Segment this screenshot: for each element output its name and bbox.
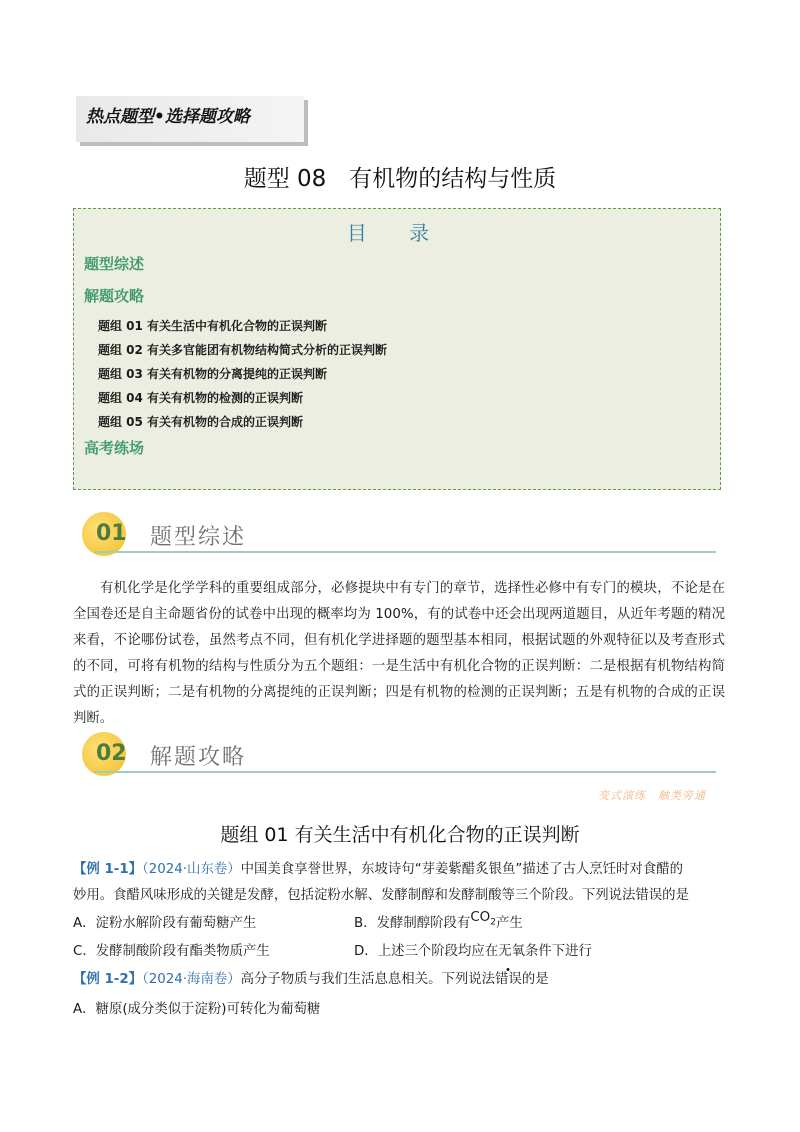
section-title-overview: 题型综述 — [150, 525, 247, 550]
toc-title: 目 录 — [346, 221, 448, 245]
emphasis-word: 错误 — [495, 972, 522, 987]
toc-item-group-03[interactable]: 题组 03 有关有机物的分离提纯的正误判断 — [98, 367, 328, 381]
option-a[interactable]: A．淀粉水解阶段有葡萄糖产生 — [73, 916, 257, 931]
option-a[interactable]: A．糖原(成分类似于淀粉)可转化为葡萄糖 — [73, 1002, 321, 1017]
section-slogan: 变式演练 触类旁通 — [598, 789, 706, 802]
toc-item-group-05[interactable]: 题组 05 有关有机物的合成的正误判断 — [98, 415, 304, 429]
toc-item-group-04[interactable]: 题组 04 有关有机物的检测的正误判断 — [98, 391, 304, 405]
co2-formula-base: CO — [470, 910, 491, 925]
section-number: 01 — [96, 521, 127, 546]
example-source: （2024·海南卷） — [142, 972, 241, 987]
section-title-strategy: 解题攻略 — [150, 745, 247, 770]
section-divider — [94, 551, 716, 553]
header-banner — [76, 96, 304, 142]
example-1-1-line-2: 妙用。食醋风味形成的关键是发酵，包括淀粉水解、发酵制醇和发酵制酸等三个阶段。下列说法错误的是 — [73, 888, 689, 903]
toc-link-overview[interactable]: 题型综述 — [84, 255, 145, 273]
example-tag: 【例 1-1】 — [73, 862, 143, 877]
example-1-1-line-1 — [73, 858, 683, 877]
section-badge-02 — [82, 732, 142, 776]
section-divider — [94, 771, 716, 773]
document-title: 题型 08 有机物的结构与性质 — [243, 166, 557, 192]
example-tag: 【例 1-2】 — [73, 972, 143, 987]
example-text: 高分子物质与我们生活息息相关。下列说法 — [240, 972, 496, 987]
example-text-end: 的是 — [521, 972, 549, 987]
toc-item-group-01[interactable]: 题组 01 有关生活中有机化合物的正误判断 — [98, 319, 328, 333]
example-source: （2024·山东卷） — [142, 862, 241, 877]
option-b[interactable] — [354, 912, 523, 934]
overview-paragraph: 有机化学是化学学科的重要组成部分，必修提块中有专门的章节，选择性必修中有专门的模块，不论是在全国卷还是自主命题省份的试卷中出现的概率均为 100%，有的试卷中还会出现两道题目，从近年考题的精况来看，不论哪份试卷，虽然考点不同，但有机化学进择题的题型基本相同，根据试题的外观特征以及考查形式的不同，可将有机物的结构与性质分为五个题组：一是生活中有机化合物的正误判断：二是根据有机物结构简式的正误判断；二是有机物的分离提纯的正误判断；四是有机物的检测的正误判断；五是有机物的合成的正误判断。 — [73, 581, 725, 726]
example-text: 中国美食享誉世界，东坡诗句“芽姜紫醋炙银鱼”描述了古人烹饪时对食醋的 — [240, 862, 683, 877]
co2-formula — [470, 910, 496, 928]
toc-link-strategy[interactable]: 解题攻略 — [84, 287, 145, 305]
option-c[interactable]: C．发酵制酸阶段有酯类物质产生 — [73, 944, 270, 959]
option-b-text: B．发酵制醇阶段有 — [354, 916, 471, 931]
toc-link-practice[interactable]: 高考练场 — [84, 439, 145, 457]
option-d[interactable]: D．上述三个阶段均应在无氧条件下进行 — [354, 944, 592, 959]
co2-formula-subscript: 2 — [490, 917, 496, 928]
toc-item-group-02[interactable]: 题组 02 有关多官能团有机物结构简式分析的正误判断 — [98, 343, 388, 357]
option-b-suffix: 产生 — [495, 916, 523, 931]
table-of-contents — [73, 208, 721, 490]
section-number: 02 — [96, 741, 127, 766]
example-1-2-line — [73, 968, 549, 987]
section-badge-01 — [82, 512, 142, 556]
group-title: 题组 01 有关生活中有机化合物的正误判断 — [220, 824, 580, 846]
banner-text: 热点题型•选择题攻略 — [86, 107, 250, 127]
